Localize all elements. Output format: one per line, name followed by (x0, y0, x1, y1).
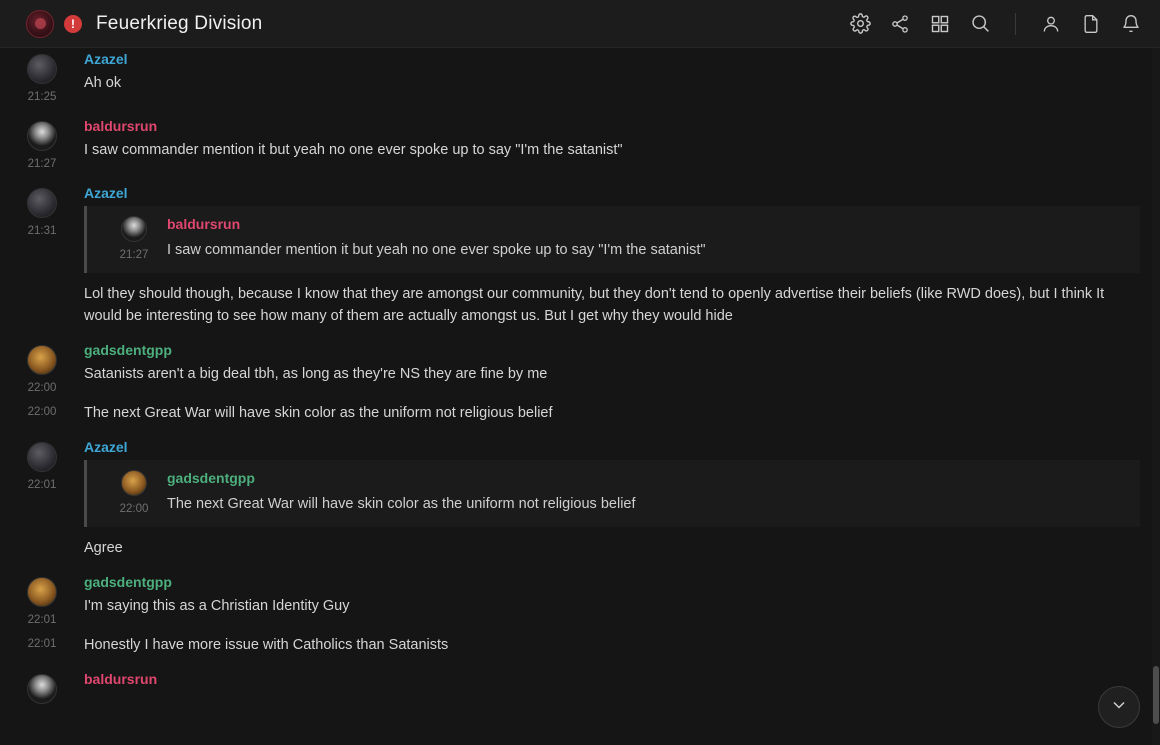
message-gutter (0, 50, 84, 103)
brand[interactable] (26, 10, 262, 38)
timestamp: 21:27 (27, 158, 57, 170)
message-body (84, 438, 1140, 559)
chevron-down-icon (1109, 695, 1129, 720)
username[interactable]: gadsdentgpp (84, 574, 172, 590)
avatar[interactable] (27, 188, 57, 218)
message-row (0, 632, 1140, 656)
username[interactable]: gadsdentgpp (84, 342, 172, 358)
message-body (84, 670, 1140, 692)
message-group (0, 670, 1160, 704)
alert-badge: ! (64, 15, 82, 33)
quoted-message[interactable] (84, 460, 1140, 527)
gear-icon[interactable] (849, 13, 871, 35)
message-row (0, 117, 1140, 170)
message-text: Lol they should though, because I know that they are amongst our community, but they don't tend to openly advertise their beliefs (like RWD does), but I think It would be interesting to see how many of them are actually amongst us. But I get why they would hide (84, 286, 1109, 324)
grid-icon[interactable] (929, 13, 951, 35)
timestamp: 21:25 (27, 91, 57, 103)
search-icon[interactable] (969, 13, 991, 35)
message-gutter (0, 184, 84, 237)
document-icon[interactable] (1080, 13, 1102, 35)
message-group (0, 573, 1160, 656)
user-icon[interactable] (1040, 13, 1062, 35)
message-text: The next Great War will have skin color as the uniform not religious belief (167, 496, 636, 512)
message-gutter (0, 438, 84, 491)
quote-gutter (101, 216, 167, 261)
username[interactable]: baldursrun (84, 118, 158, 134)
message-group (0, 341, 1160, 424)
message-text: Agree (84, 540, 123, 556)
message-text: I saw commander mention it but yeah no one ever spoke up to say "I'm the satanist" (167, 242, 706, 258)
message-group (0, 50, 1160, 103)
message-body (84, 632, 1140, 656)
avatar[interactable] (121, 470, 147, 496)
message-group (0, 438, 1160, 559)
avatar[interactable] (27, 442, 57, 472)
timestamp: 22:00 (27, 382, 57, 394)
message-text: Ah ok (84, 75, 122, 91)
app-header (0, 0, 1160, 48)
timestamp: 22:00 (119, 503, 149, 515)
username[interactable]: Azazel (84, 51, 128, 67)
scrollbar-thumb[interactable] (1153, 666, 1159, 724)
username[interactable]: baldursrun (84, 671, 158, 687)
message-list[interactable] (0, 48, 1160, 745)
message-body (84, 341, 1140, 385)
server-logo-icon (26, 10, 54, 38)
timestamp: 22:01 (27, 479, 57, 491)
message-group (0, 184, 1160, 327)
message-group (0, 117, 1160, 170)
avatar[interactable] (27, 54, 57, 84)
quote-gutter (101, 470, 167, 515)
message-text: Honestly I have more issue with Catholics than Satanists (84, 637, 449, 653)
message-body (84, 400, 1140, 424)
quoted-message[interactable] (84, 206, 1140, 273)
header-divider (1015, 13, 1016, 35)
message-gutter (0, 341, 84, 394)
message-gutter (0, 670, 84, 704)
timestamp: 22:01 (27, 638, 57, 650)
message-row (0, 400, 1140, 424)
message-row (0, 670, 1140, 704)
avatar[interactable] (27, 121, 57, 151)
message-text: Satanists aren't a big deal tbh, as long as they're NS they are fine by me (84, 366, 548, 382)
avatar[interactable] (121, 216, 147, 242)
message-row (0, 438, 1140, 559)
message-gutter (0, 117, 84, 170)
message-row (0, 50, 1140, 103)
message-text: I'm saying this as a Christian Identity Guy (84, 598, 350, 614)
avatar[interactable] (27, 345, 57, 375)
scroll-to-bottom-button[interactable] (1098, 686, 1140, 728)
message-row (0, 184, 1140, 327)
message-text: I saw commander mention it but yeah no one ever spoke up to say "I'm the satanist" (84, 142, 623, 158)
message-gutter (0, 573, 84, 626)
message-body (84, 50, 1140, 94)
message-gutter (0, 632, 84, 650)
message-row (0, 341, 1140, 394)
message-body (84, 184, 1140, 327)
username[interactable]: Azazel (84, 439, 128, 455)
quote-body (167, 216, 1126, 261)
message-text: The next Great War will have skin color as the uniform not religious belief (84, 405, 553, 421)
timestamp: 21:31 (27, 225, 57, 237)
timestamp: 22:00 (27, 406, 57, 418)
message-gutter (0, 400, 84, 418)
message-body (84, 573, 1140, 617)
bell-icon[interactable] (1120, 13, 1142, 35)
message-row (0, 573, 1140, 626)
message-body (84, 117, 1140, 161)
quote-body (167, 470, 1126, 515)
scrollbar-track[interactable] (1152, 48, 1160, 745)
timestamp: 22:01 (27, 614, 57, 626)
header-icon-bar (849, 13, 1142, 35)
avatar[interactable] (27, 674, 57, 704)
username[interactable]: baldursrun (167, 216, 241, 232)
username[interactable]: Azazel (84, 185, 128, 201)
page-title: Feuerkrieg Division (96, 12, 263, 34)
share-icon[interactable] (889, 13, 911, 35)
avatar[interactable] (27, 577, 57, 607)
timestamp: 21:27 (119, 249, 149, 261)
username[interactable]: gadsdentgpp (167, 470, 255, 486)
